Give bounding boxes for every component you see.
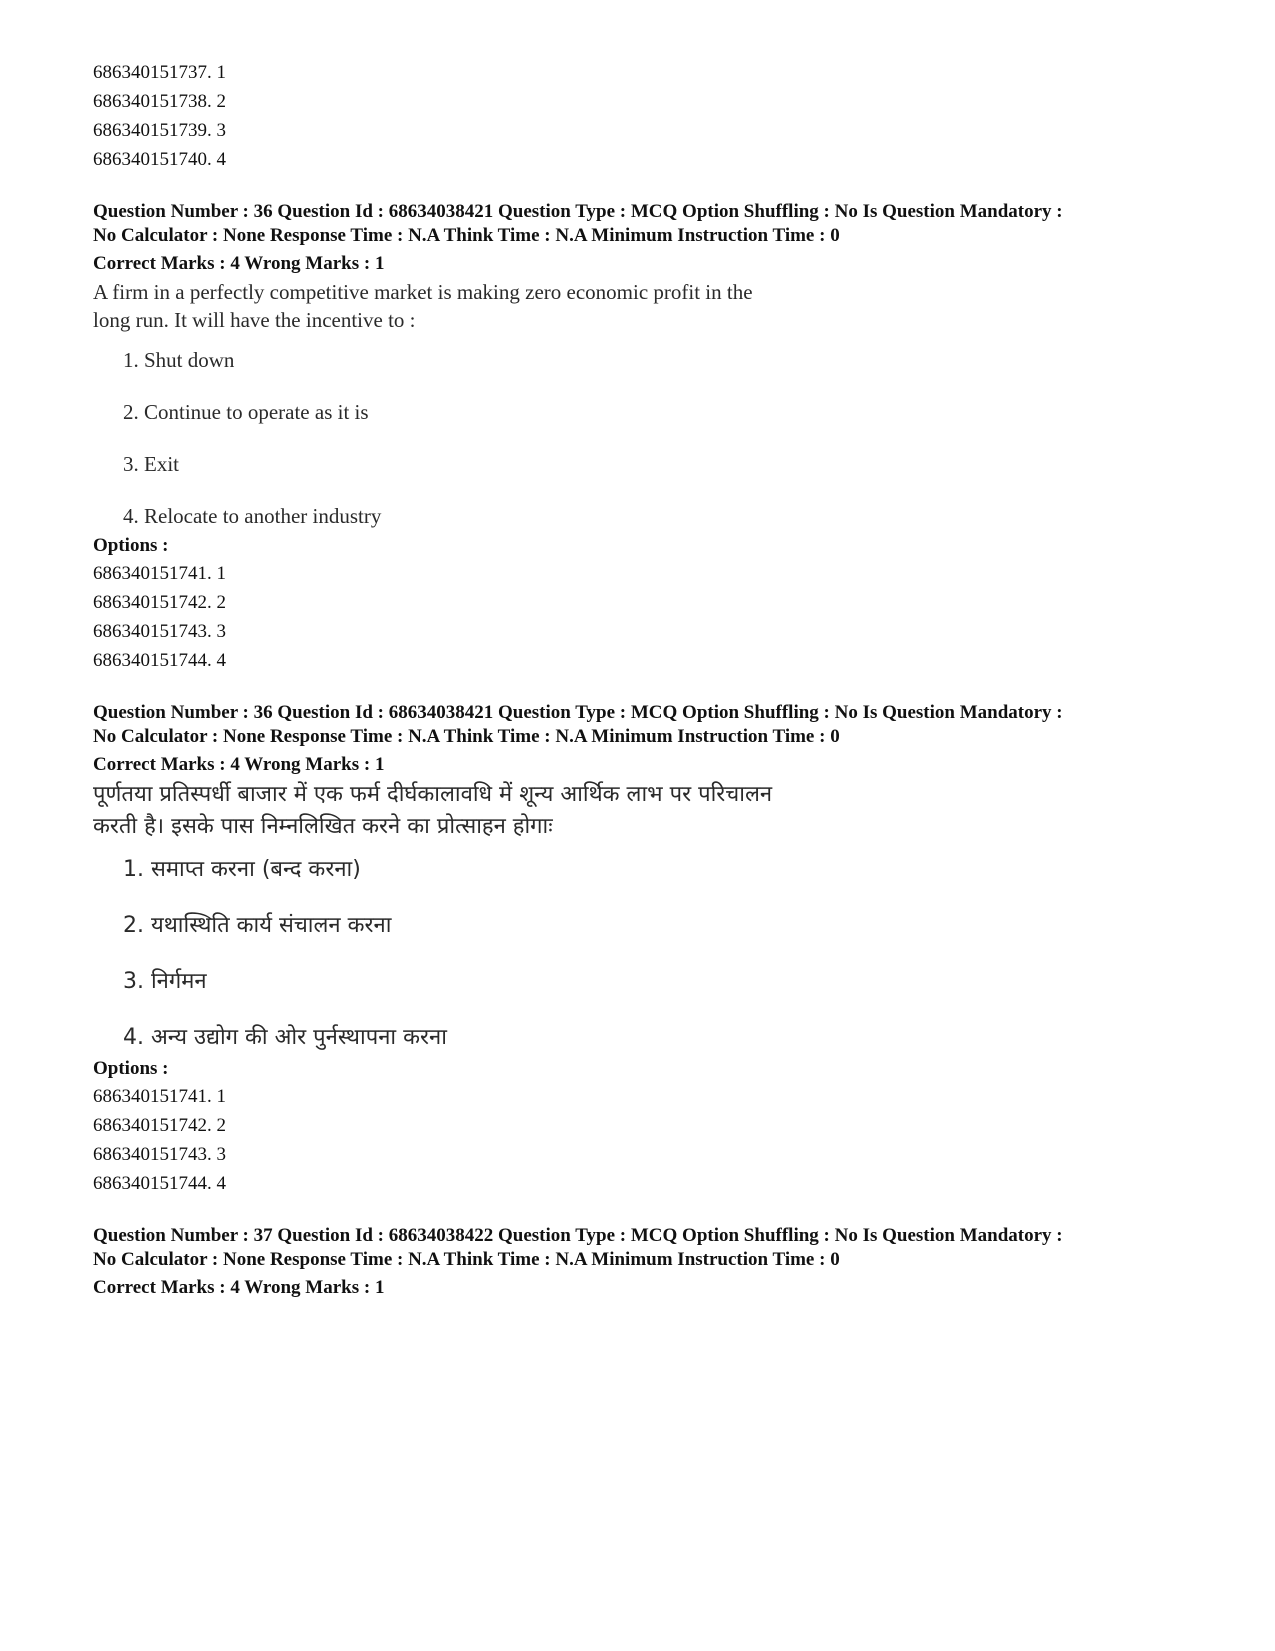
answer-choice: 1. समाप्त करना (बन्द करना) (123, 857, 361, 882)
question-header-line: No Calculator : None Response Time : N.A Think Time : N.A Minimum Instruction Time : 0 (93, 726, 840, 747)
question-stem (93, 779, 873, 843)
option-id-line: 686340151740. 4 (93, 149, 226, 170)
answer-choice: 2. यथास्थिति कार्य संचालन करना (123, 913, 392, 938)
option-id-line: 686340151741. 1 (93, 563, 226, 584)
option-id-line: 686340151741. 1 (93, 1086, 226, 1107)
question-stem (93, 278, 853, 334)
question-header-line: Question Number : 36 Question Id : 68634038421 Question Type : MCQ Option Shuffling : No Is Question Mandatory : (93, 201, 1063, 222)
option-id-line: 686340151737. 1 (93, 62, 226, 83)
answer-choice: 4. अन्य उद्योग की ओर पुर्नस्थापना करना (123, 1025, 447, 1050)
question-header (93, 200, 1213, 248)
document-page (93, 58, 1213, 1300)
answer-choice: 3. Exit (123, 452, 179, 476)
question-header-line: Question Number : 37 Question Id : 68634038422 Question Type : MCQ Option Shuffling : No Is Question Mandatory : (93, 1225, 1063, 1246)
question-header-line: Question Number : 36 Question Id : 68634038421 Question Type : MCQ Option Shuffling : No Is Question Mandatory : (93, 702, 1063, 723)
option-id-list (93, 1082, 1213, 1198)
options-label: Options : (93, 1058, 169, 1079)
option-id-line: 686340151743. 3 (93, 1144, 226, 1165)
question-header-line: No Calculator : None Response Time : N.A Think Time : N.A Minimum Instruction Time : 0 (93, 1249, 840, 1270)
question-marks: Correct Marks : 4 Wrong Marks : 1 (93, 1277, 385, 1298)
previous-question-options (93, 58, 1213, 174)
question-header (93, 701, 1213, 749)
question-header-line: No Calculator : None Response Time : N.A Think Time : N.A Minimum Instruction Time : 0 (93, 225, 840, 246)
answer-choices (93, 346, 1213, 530)
question-marks: Correct Marks : 4 Wrong Marks : 1 (93, 253, 385, 274)
question-36-english (93, 200, 1213, 675)
option-id-line: 686340151742. 2 (93, 1115, 226, 1136)
question-36-hindi (93, 701, 1213, 1198)
answer-choice: 4. Relocate to another industry (123, 504, 382, 528)
question-stem-line: A firm in a perfectly competitive market is making zero economic profit in the (93, 280, 753, 304)
option-id-line: 686340151743. 3 (93, 621, 226, 642)
option-id-line: 686340151742. 2 (93, 592, 226, 613)
option-id-line: 686340151744. 4 (93, 1173, 226, 1194)
answer-choice: 3. निर्गमन (123, 969, 207, 994)
answer-choice: 1. Shut down (123, 348, 235, 372)
question-37 (93, 1224, 1213, 1300)
option-id-line: 686340151739. 3 (93, 120, 226, 141)
question-stem-line: पूर्णतया प्रतिस्पर्धी बाजार में एक फर्म दीर्घकालावधि में शून्य आर्थिक लाभ पर परिचालन (93, 782, 773, 807)
option-id-list (93, 559, 1213, 675)
question-stem-line: करती है। इसके पास निम्नलिखित करने का प्रोत्साहन होगाः (93, 814, 553, 839)
option-id-line: 686340151738. 2 (93, 91, 226, 112)
question-stem-line: long run. It will have the incentive to : (93, 308, 416, 332)
option-id-line: 686340151744. 4 (93, 650, 226, 671)
answer-choice: 2. Continue to operate as it is (123, 400, 369, 424)
question-header (93, 1224, 1213, 1272)
answer-choices (93, 855, 1213, 1053)
options-label: Options : (93, 535, 169, 556)
question-marks: Correct Marks : 4 Wrong Marks : 1 (93, 754, 385, 775)
